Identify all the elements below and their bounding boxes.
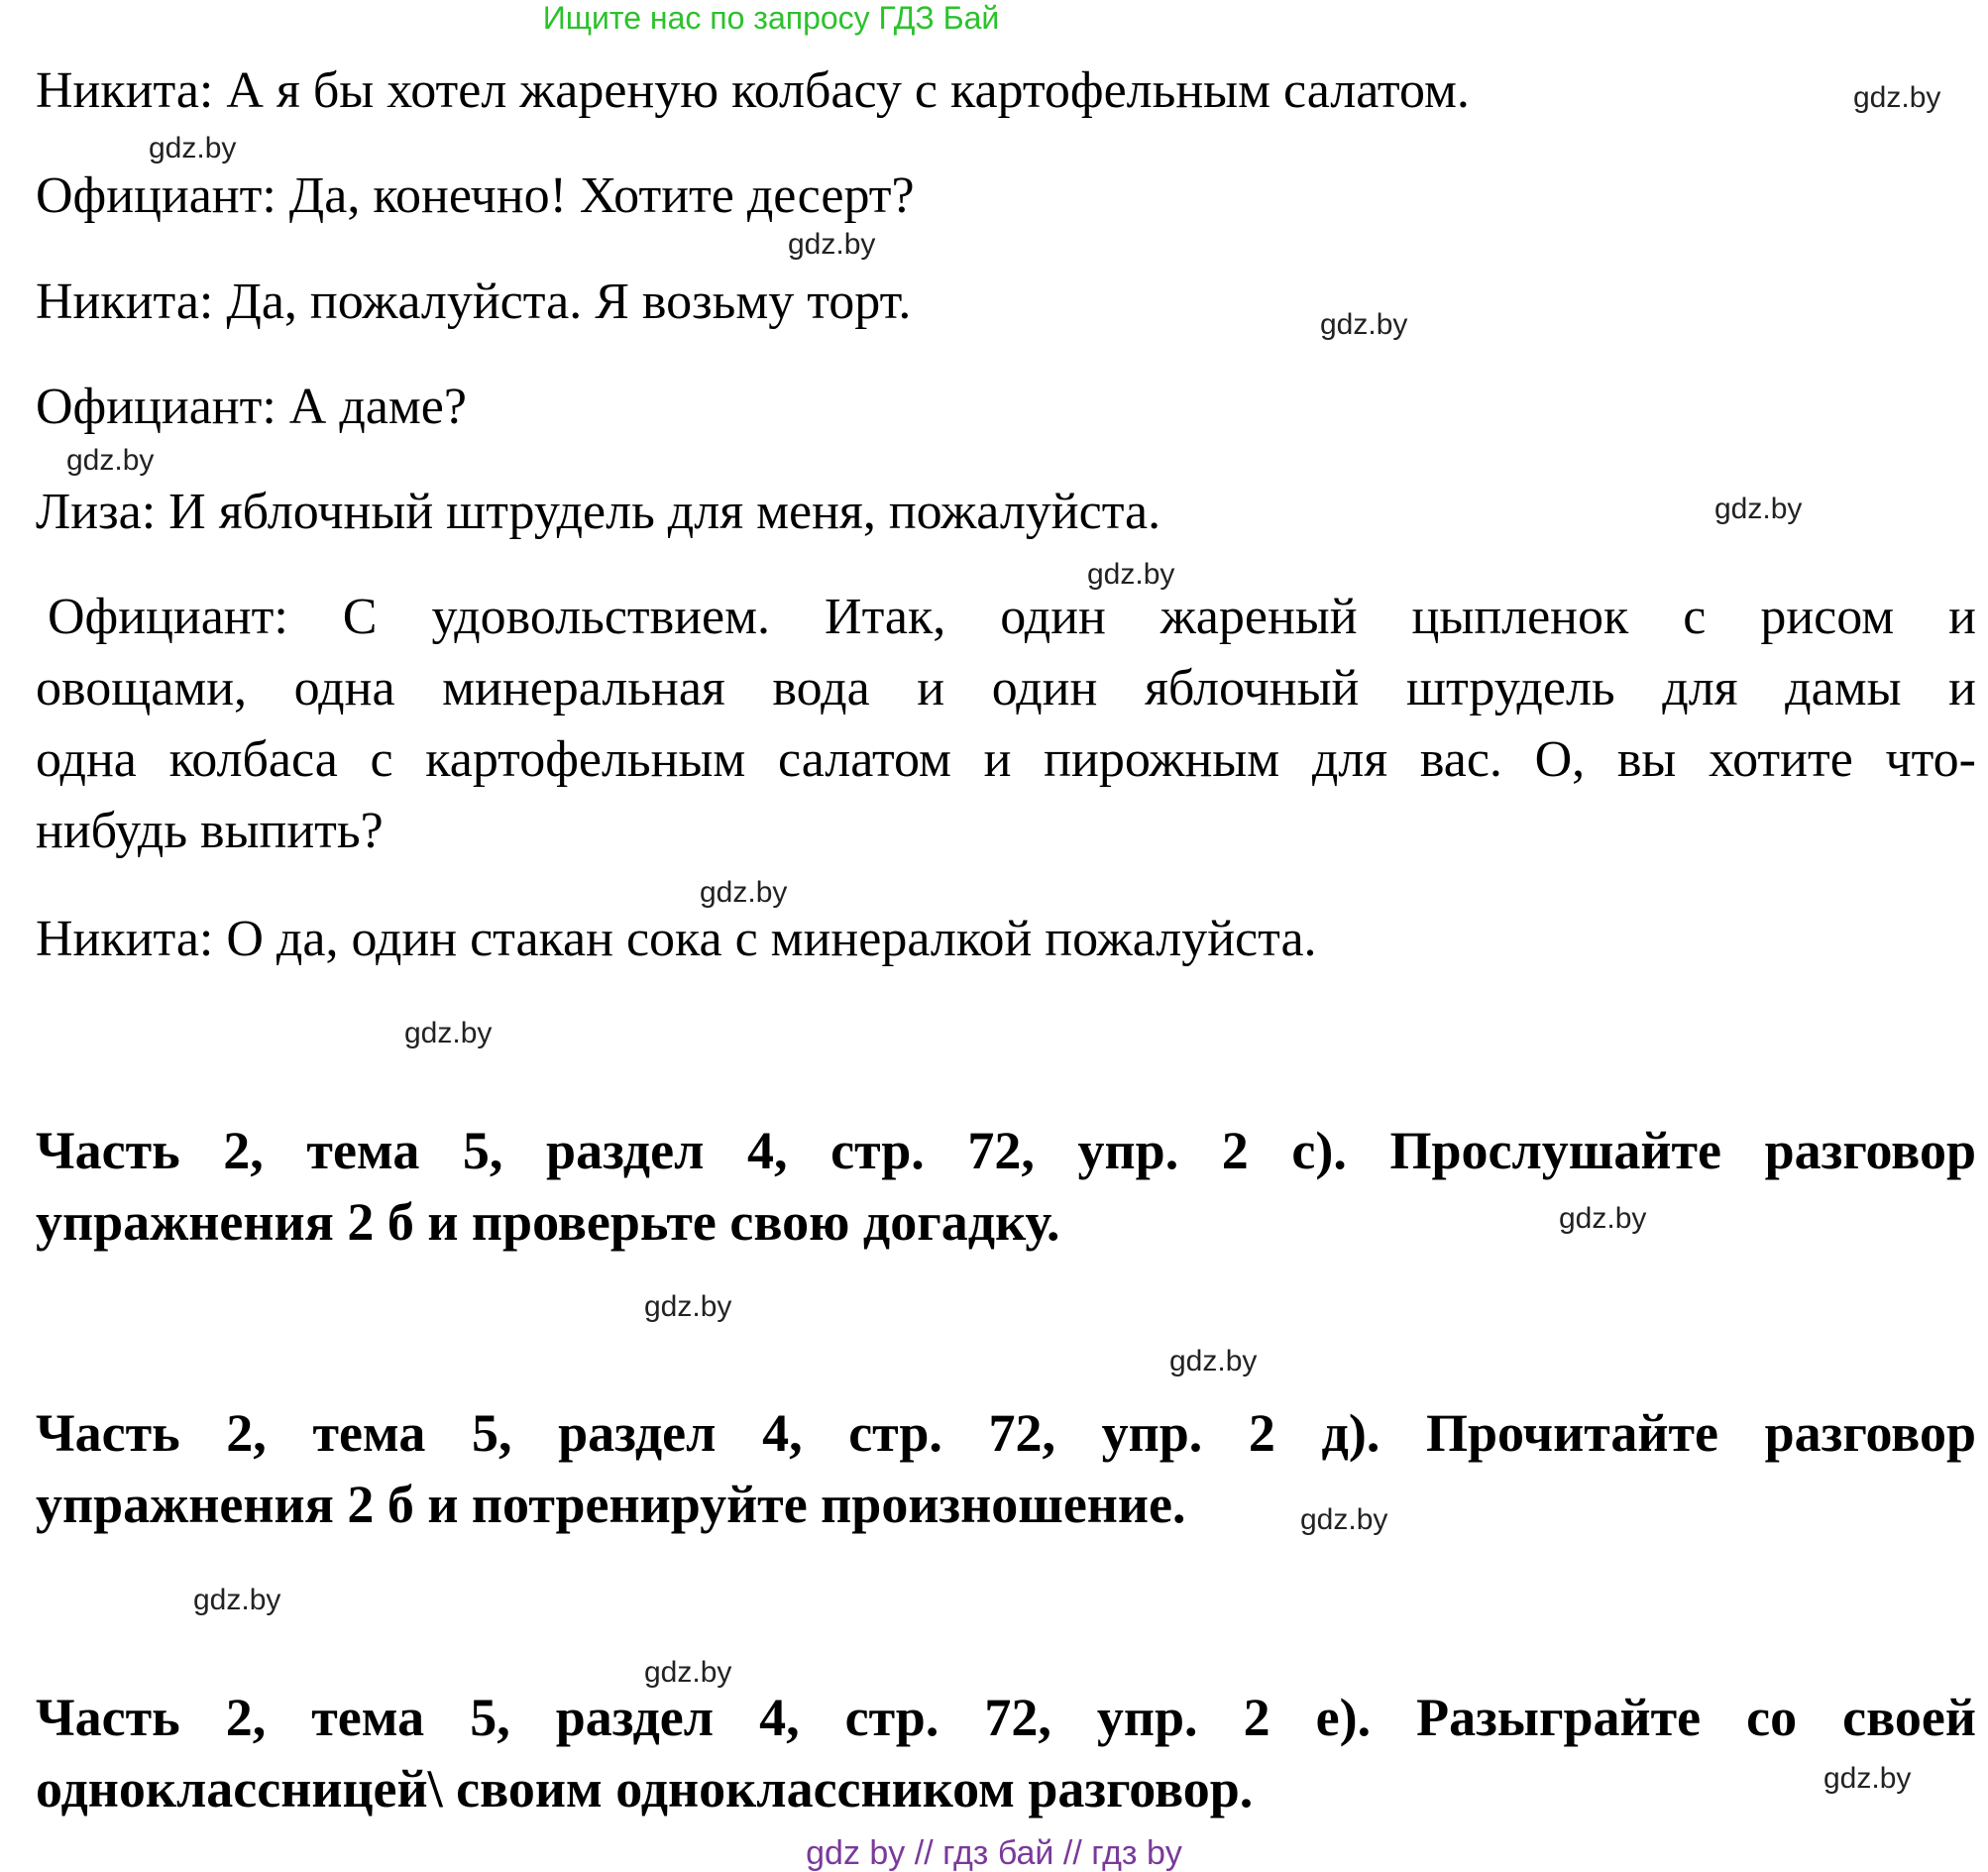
task-2c-line-1: Часть 2, тема 5, раздел 4, стр. 72, упр. 2 с). Прослушайте разговор [36, 1121, 1976, 1180]
task-heading-2e [36, 1682, 1976, 1824]
watermark: gdz.by [1087, 558, 1175, 591]
watermark: gdz.by [644, 1290, 732, 1323]
reply-line-4: нибудь выпить? [36, 803, 384, 859]
watermark: gdz.by [66, 444, 155, 477]
watermark: gdz.by [1823, 1762, 1912, 1795]
task-heading-2c [36, 1115, 1976, 1258]
watermark: gdz.by [1714, 493, 1803, 525]
dialogue-line-4: Официант: А даме? [36, 379, 467, 435]
watermark: gdz.by [1320, 308, 1408, 341]
watermark: gdz.by [149, 132, 237, 165]
task-2e-line-2: одноклассницей\ своим одноклассником разговор. [36, 1759, 1254, 1818]
dialogue-final-line: Никита: О да, один стакан сока с минералкой пожалуйста. [36, 911, 1317, 967]
watermark: gdz.by [788, 228, 876, 261]
task-2c-line-2: упражнения 2 б и проверьте свою догадку. [36, 1192, 1060, 1252]
watermark: gdz.by [1853, 81, 1941, 114]
task-heading-2d [36, 1397, 1976, 1540]
task-2d-line-1: Часть 2, тема 5, раздел 4, стр. 72, упр. 2 д). Прочитайте разговор [36, 1403, 1976, 1463]
reply-line-2: овощами, одна минеральная вода и один яблочный штрудель для дамы и [36, 660, 1976, 716]
watermark: gdz.by [1300, 1503, 1388, 1536]
watermark: gdz.by [1169, 1345, 1258, 1377]
watermark: gdz.by [1559, 1202, 1647, 1235]
reply-line-1: Официант: С удовольствием. Итак, один жареный цыпленок с рисом и [48, 589, 1976, 645]
watermark: gdz.by [404, 1017, 493, 1049]
watermark: gdz.by [193, 1584, 281, 1616]
dialogue-line-5: Лиза: И яблочный штрудель для меня, пожалуйста. [36, 484, 1161, 540]
reply-line-3: одна колбаса с картофельным салатом и пирожным для вас. О, вы хотите что- [36, 731, 1976, 788]
dialogue-line-1: Никита: А я бы хотел жареную колбасу с картофельным салатом. [36, 62, 1470, 119]
search-hint-link[interactable]: Ищите нас по запросу ГДЗ Бай [542, 0, 1000, 36]
waiter-long-reply [36, 582, 1976, 867]
watermark: gdz.by [644, 1656, 732, 1689]
task-2d-line-2: упражнения 2 б и потренируйте произношение. [36, 1475, 1186, 1534]
task-2e-line-1: Часть 2, тема 5, раздел 4, стр. 72, упр. 2 е). Разыграйте со своей [36, 1688, 1976, 1747]
watermark: gdz.by [700, 876, 788, 909]
footer-links[interactable]: gdz by // гдз бай // гдз by [806, 1834, 1182, 1872]
dialogue-line-2: Официант: Да, конечно! Хотите десерт? [36, 167, 915, 224]
dialogue-line-3: Никита: Да, пожалуйста. Я возьму торт. [36, 274, 912, 330]
